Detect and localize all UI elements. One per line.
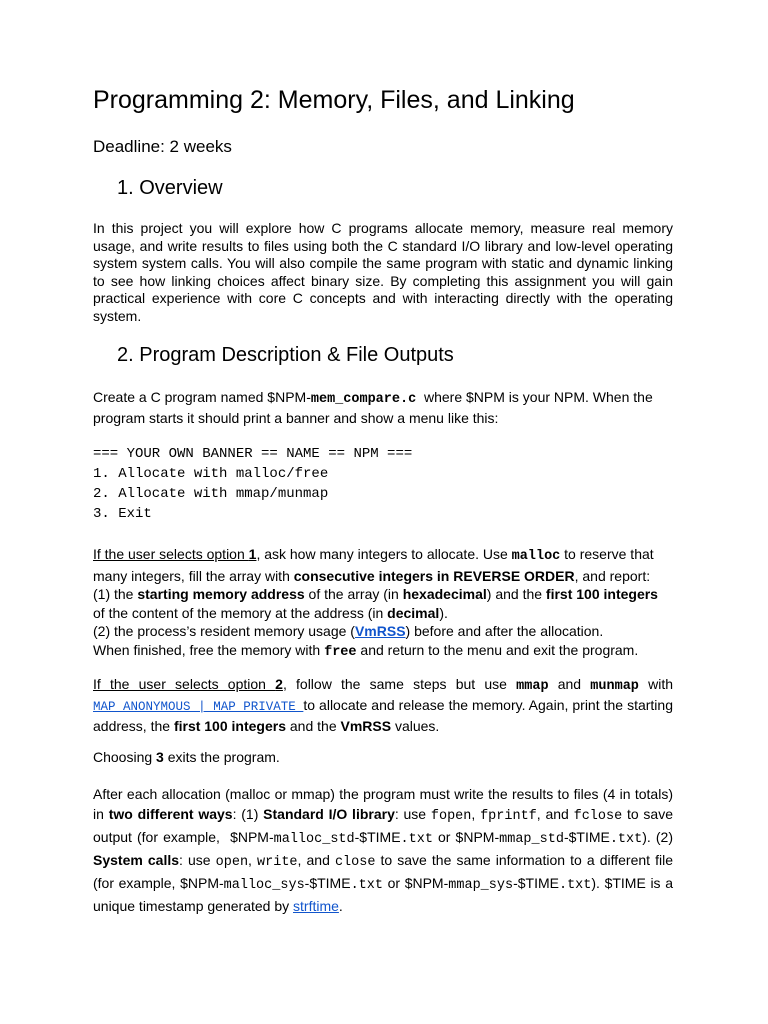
option2-paragraph	[93, 675, 673, 736]
bold-text: starting memory address	[137, 586, 305, 602]
text: -$TIME	[304, 875, 351, 891]
overview-paragraph: In this project you will explore how C programs allocate memory, measure real memory usage, and write results to files using both the C standard I/O library and low-level operating system system calls. You will also compile the same program with static and dynamic linking to see how linking choices affect binary size. By completing this assignment you will gain practical experience with core C concepts and with interacting directly with the operating system.	[93, 220, 673, 324]
bold-text: decimal	[387, 604, 440, 621]
file-output-paragraph	[93, 784, 677, 916]
filename-code: malloc_std	[273, 832, 355, 847]
text: to allocate and release the memory. Again, print the starting address, the	[93, 697, 673, 734]
text: When finished, free the memory with	[93, 641, 325, 658]
choosing-paragraph	[93, 749, 673, 767]
option1-item-1	[93, 585, 673, 622]
text: If the user selects option	[93, 546, 249, 562]
text: : (1)	[232, 806, 264, 822]
text: to reserve that many integers, fill the array with	[93, 546, 654, 584]
option1-item-2	[93, 622, 673, 641]
option1-intro	[93, 545, 673, 585]
text: , ask how many integers to allocate. Use	[256, 546, 512, 562]
map-flags-link[interactable]: MAP_ANONYMOUS | MAP_PRIVATE	[93, 700, 304, 714]
page-title: Programming 2: Memory, Files, and Linking	[93, 86, 575, 114]
menu-line-3: 3. Exit	[93, 506, 152, 522]
munmap-code: munmap	[590, 679, 639, 694]
filename-code: malloc_sys	[223, 878, 305, 893]
open-code: open	[215, 855, 249, 870]
text: and	[548, 676, 591, 692]
fopen-code: fopen	[430, 809, 472, 824]
text: .	[338, 898, 343, 914]
menu-banner-line: === YOUR OWN BANNER == NAME == NPM ===	[93, 446, 413, 462]
bold-text: consecutive integers in REVERSE ORDER	[293, 567, 575, 584]
bold-text: two different ways	[108, 806, 233, 822]
option1-section	[93, 545, 673, 662]
option1-finish	[93, 641, 673, 663]
text: or $NPM-	[432, 829, 500, 845]
deadline-heading: Deadline: 2 weeks	[93, 137, 232, 156]
extension-code: .txt	[558, 878, 592, 893]
text: : use	[179, 852, 216, 868]
text: ). $TIME is a unique timestamp generated by	[93, 875, 673, 914]
text: : use	[394, 806, 431, 822]
text: values.	[391, 718, 440, 734]
menu-code-block	[93, 444, 412, 524]
text: exits the program.	[163, 749, 280, 765]
extension-code: .txt	[400, 832, 433, 847]
text: ) before and after the allocation.	[405, 623, 604, 639]
vmrss-link[interactable]: VmRSS	[354, 623, 406, 639]
text: and the	[286, 718, 341, 734]
filename-code: mmap_sys	[448, 878, 514, 893]
bold-text: VmRSS	[340, 718, 392, 734]
text: , follow the same steps but use	[282, 676, 517, 692]
extension-code: .txt	[609, 832, 643, 847]
bold-text: System calls	[93, 852, 180, 868]
text: ,	[471, 806, 481, 822]
text: If the user selects option	[93, 676, 276, 692]
text: ,	[248, 852, 258, 868]
text: -$TIME	[513, 875, 559, 891]
text: (2) the process’s resident memory usage (	[93, 623, 355, 639]
program-description-heading: 2. Program Description & File Outputs	[117, 344, 454, 366]
text: , and report:	[574, 567, 651, 584]
option-number: 3	[156, 749, 164, 765]
text: to save the same information to a different file (for example, $NPM-	[93, 852, 674, 891]
option-number: 2	[275, 676, 283, 692]
close-code: close	[334, 855, 376, 870]
filename-code: mmap_std	[499, 832, 564, 847]
text: , and	[536, 806, 574, 822]
text: ) and the	[486, 586, 546, 602]
text: Choosing	[93, 749, 157, 765]
text: ).	[439, 604, 448, 621]
menu-line-2: 2. Allocate with mmap/munmap	[93, 486, 329, 502]
extension-code: .txt	[350, 878, 383, 893]
bold-text: Standard I/O library	[263, 806, 395, 822]
text: of the content of the memory at the address (in	[93, 604, 388, 621]
text: of the array (in	[304, 586, 403, 602]
text: -$TIME	[563, 829, 610, 845]
text: and return to the menu and exit the program.	[356, 641, 639, 658]
overview-heading: 1. Overview	[117, 177, 223, 199]
fprintf-code: fprintf	[480, 809, 537, 824]
text: ). (2)	[642, 829, 673, 845]
option2-underline	[93, 676, 283, 692]
write-code: write	[257, 855, 298, 870]
strftime-link[interactable]: strftime	[293, 898, 339, 914]
create-program-paragraph	[93, 388, 673, 428]
option-number: 1	[248, 546, 257, 562]
text: or $NPM-	[382, 875, 449, 891]
text: to save output (for example, $NPM-	[93, 806, 677, 845]
bold-text: first 100 integers	[173, 718, 286, 734]
free-code: free	[324, 644, 357, 660]
bold-text: hexadecimal	[402, 586, 487, 602]
text: with	[638, 676, 673, 692]
bold-text: first 100 integers	[545, 586, 658, 602]
menu-line-1: 1. Allocate with malloc/free	[93, 466, 329, 482]
text: -$TIME	[354, 829, 401, 845]
text: Create a C program named $NPM-	[93, 389, 311, 405]
text: , and	[297, 852, 335, 868]
mmap-code: mmap	[516, 679, 549, 694]
malloc-code: malloc	[511, 549, 561, 564]
fclose-code: fclose	[573, 809, 623, 824]
filename-code: mem_compare.c	[310, 392, 417, 407]
text: After each allocation (malloc or mmap) the program must write the results to files (4 in totals) in	[93, 786, 673, 822]
option1-underline	[93, 546, 256, 562]
text: where $NPM is your NPM. When the program starts it should print a banner and show a menu like this:	[93, 389, 657, 426]
text: (1) the	[93, 586, 138, 602]
